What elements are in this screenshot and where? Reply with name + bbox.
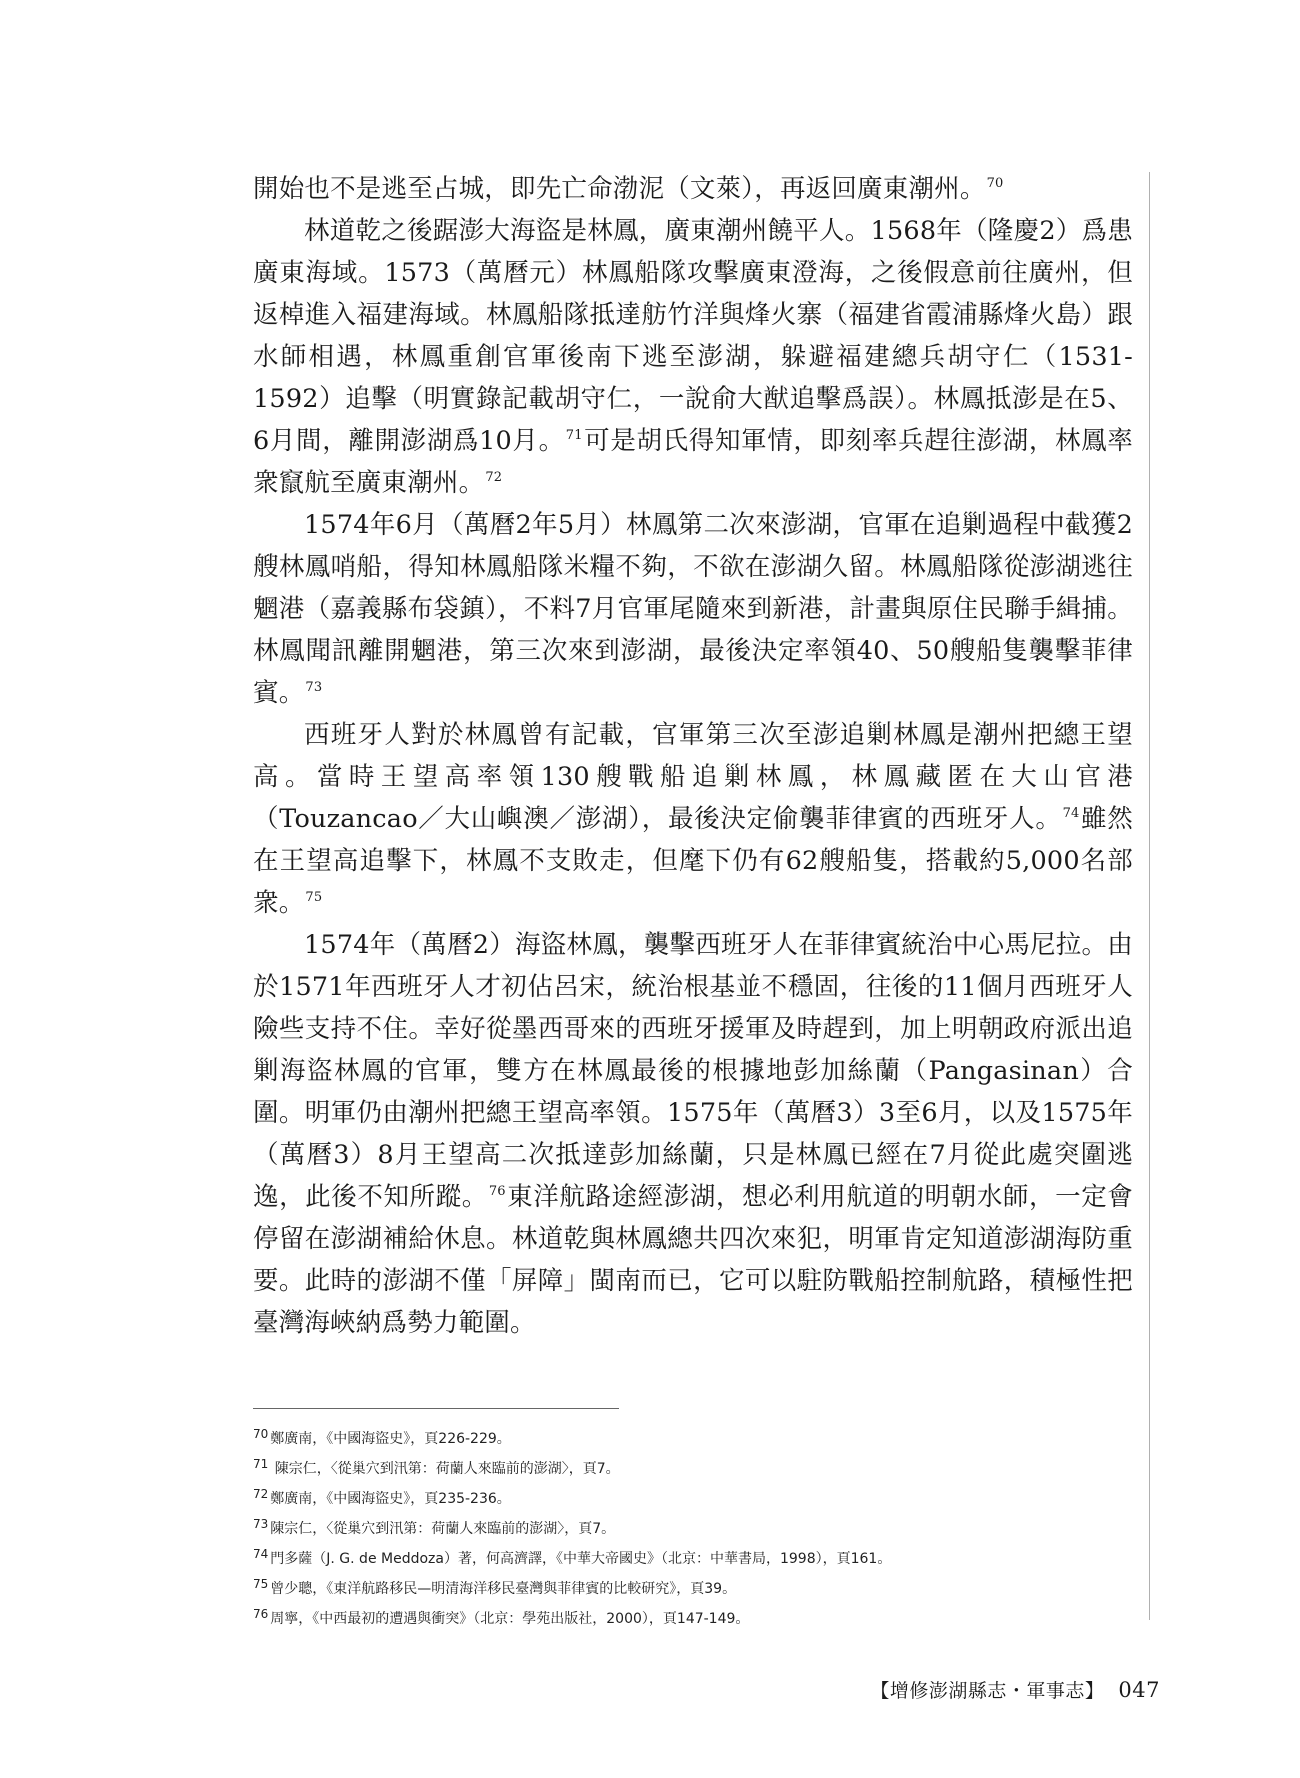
footnote-ref: 73: [305, 680, 323, 695]
footnote-number: 74: [253, 1547, 269, 1561]
footnote: [253, 1452, 1133, 1482]
paragraph: [253, 210, 1133, 504]
paragraph: [253, 924, 1133, 1344]
footnote-text: 鄭廣南，《中國海盜史》，頁235-236。: [270, 1491, 511, 1507]
paragraph-text: 1574年6月（萬曆2年5月）林鳳第二次來澎湖，官軍在追剿過程中截獲2艘林鳳哨船，得知林鳳船隊米糧不夠，不欲在澎湖久留。林鳳船隊從澎湖逃往魍港（嘉義縣布袋鎮），不料7月官軍尾隨來到新港，計畫與原住民聯手緝捕。林鳳聞訊離開魍港，第三次來到澎湖，最後決定率領40、50艘船隻襲擊菲律賓。: [253, 510, 1133, 708]
page-footer: [870, 1676, 1160, 1703]
paragraph-text: 1574年（萬曆2）海盜林鳳，襲擊西班牙人在菲律賓統治中心馬尼拉。由於1571年西班牙人才初佔呂宋，統治根基並不穩固，往後的11個月西班牙人險些支持不住。幸好從墨西哥來的西班牙援軍及時趕到，加上明朝政府派出追剿海盜林鳳的官軍，雙方在林鳳最後的根據地彭加絲蘭（Pangasinan）合圍。明軍仍由潮州把總王望高率領。1575年（萬曆3）3至6月，以及1575年（萬曆3）8月王望高二次抵達彭加絲蘭，只是林鳳已經在7月從此處突圍逃逸，此後不知所蹤。: [253, 930, 1133, 1212]
paragraph-text: 東洋航路途經澎湖，想必利用航道的明朝水師，一定會停留在澎湖補給休息。林道乾與林鳳總共四次來犯，明軍肯定知道澎湖海防重要。此時的澎湖不僅「屏障」閩南而已，它可以駐防戰船控制航路，積極性把臺灣海峽納爲勢力範圍。: [253, 1182, 1133, 1338]
footnote: [253, 1482, 1133, 1512]
body-text: [253, 168, 1133, 1344]
footnote: [253, 1602, 1133, 1632]
paragraph-text: 雖然在王望高追擊下，林鳳不支敗走，但麾下仍有62艘船隻，搭載約5,000名部衆。: [253, 804, 1133, 918]
footnote-ref: 76: [488, 1184, 506, 1199]
footnote: [253, 1512, 1133, 1542]
paragraph-text: 可是胡氏得知軍情，即刻率兵趕往澎湖，林鳳率衆竄航至廣東潮州。: [253, 426, 1133, 498]
footnote-number: 73: [253, 1517, 269, 1531]
footnote-ref: 74: [1062, 806, 1080, 821]
footnote-text: 曾少聰，《東洋航路移民—明清海洋移民臺灣與菲律賓的比較研究》，頁39。: [270, 1581, 737, 1597]
paragraph-text: 開始也不是逃至占城，即先亡命渤泥（文萊），再返回廣東潮州。: [253, 174, 986, 204]
footnote: [253, 1542, 1133, 1572]
paragraph-text: 林道乾之後踞澎大海盜是林鳳，廣東潮州饒平人。1568年（隆慶2）爲患廣東海域。1573（萬曆元）林鳳船隊攻擊廣東澄海，之後假意前往廣州，但返棹進入福建海域。林鳳船隊抵達舫竹洋與烽火寨（福建省霞浦縣烽火島）跟水師相遇，林鳳重創官軍後南下逃至澎湖，躲避福建總兵胡守仁（1531-1592）追擊（明實錄記載胡守仁，一說俞大猷追擊爲誤）。林鳳抵澎是在5、6月間，離開澎湖爲10月。: [253, 216, 1133, 456]
footnote-separator: [253, 1408, 619, 1409]
footnote-number: 70: [253, 1427, 269, 1441]
footnote-ref: 71: [565, 428, 583, 443]
footnote-number: 76: [253, 1607, 269, 1621]
footnote-number: 72: [253, 1487, 269, 1501]
paragraph: [253, 168, 1133, 210]
footnote-text: 門多薩（J. G. de Meddoza）著，何高濟譯，《中華大帝國史》（北京：中華書局，1998），頁161。: [270, 1551, 892, 1567]
footnote-ref: 72: [485, 470, 503, 485]
footnote: [253, 1422, 1133, 1452]
paragraph: [253, 714, 1133, 924]
paragraph-text: 西班牙人對於林鳳曾有記載，官軍第三次至澎追剿林鳳是潮州把總王望高。當時王望高率領130艘戰船追剿林鳳，林鳳藏匿在大山官港（Touzancao／大山嶼澳／澎湖），最後決定偷襲菲律賓的西班牙人。: [253, 720, 1133, 834]
page-number: 047: [1118, 1678, 1160, 1702]
footnote-text: 陳宗仁，〈從巢穴到汛第：荷蘭人來臨前的澎湖〉，頁7。: [270, 1521, 616, 1537]
footnote-text: 周寧，《中西最初的遭遇與衝突》（北京：學苑出版社，2000），頁147-149。: [270, 1611, 750, 1627]
footnote-ref: 75: [305, 890, 323, 905]
paragraph: [253, 504, 1133, 714]
footnote-text: 鄭廣南，《中國海盜史》，頁226-229。: [270, 1431, 511, 1447]
margin-rule: [1149, 172, 1150, 1620]
footnote: [253, 1572, 1133, 1602]
footnotes: [253, 1422, 1133, 1632]
footnote-number: 75: [253, 1577, 269, 1591]
footnote-ref: 70: [986, 176, 1004, 191]
running-title: 【增修澎湖縣志・軍事志】: [870, 1680, 1105, 1702]
footnote-text: 陳宗仁，〈從巢穴到汛第：荷蘭人來臨前的澎湖〉，頁7。: [270, 1461, 620, 1477]
footnote-number: 71: [253, 1457, 269, 1471]
